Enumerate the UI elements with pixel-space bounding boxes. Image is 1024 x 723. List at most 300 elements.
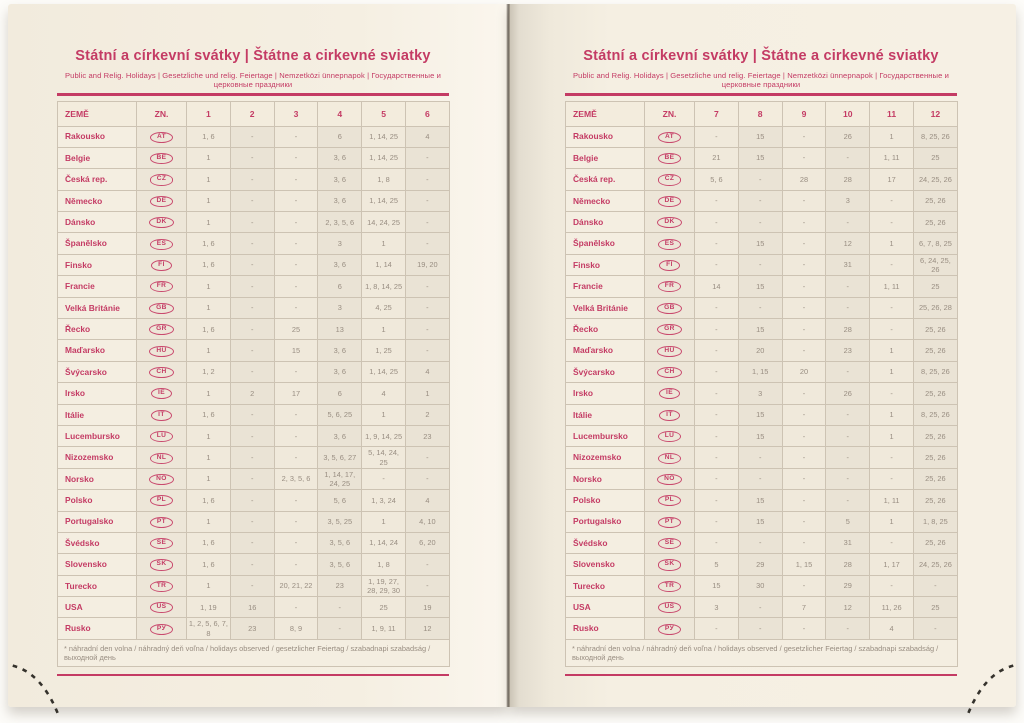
holiday-cell: - xyxy=(782,490,826,511)
table-row xyxy=(566,319,958,340)
country-name: Velká Británie xyxy=(58,297,137,318)
holiday-cell: 1, 14, 25 xyxy=(362,190,406,211)
holiday-cell: 19, 20 xyxy=(405,254,449,275)
holiday-cell: 1 xyxy=(405,383,449,404)
country-code-badge: PT xyxy=(150,517,173,528)
country-code-cell xyxy=(137,233,187,254)
holiday-cell: - xyxy=(274,190,318,211)
holiday-cell: - xyxy=(274,169,318,190)
holiday-cell: 1, 6 xyxy=(187,319,231,340)
country-name: Rusko xyxy=(58,618,137,639)
holiday-cell: 25, 26 xyxy=(913,212,957,233)
country-name: Slovensko xyxy=(58,554,137,575)
country-code-cell xyxy=(137,147,187,168)
holiday-cell: 25 xyxy=(913,147,957,168)
column-header: 8 xyxy=(738,101,782,126)
column-header: 3 xyxy=(274,101,318,126)
country-name: Belgie xyxy=(58,147,137,168)
holiday-cell: 1 xyxy=(870,511,914,532)
holiday-cell: - xyxy=(782,447,826,468)
country-code-cell xyxy=(137,511,187,532)
country-code-cell xyxy=(645,404,695,425)
holiday-cell: - xyxy=(695,126,739,147)
country-name: Irsko xyxy=(566,383,645,404)
holiday-cell: 15 xyxy=(738,276,782,297)
holiday-cell: - xyxy=(782,404,826,425)
holiday-cell: 1, 25 xyxy=(362,340,406,361)
holiday-cell: 8, 9 xyxy=(274,618,318,639)
holiday-cell: 15 xyxy=(738,126,782,147)
country-code-cell xyxy=(137,554,187,575)
holiday-cell: - xyxy=(782,511,826,532)
holiday-cell: - xyxy=(274,147,318,168)
country-code-badge: IT xyxy=(151,410,172,421)
holiday-cell: - xyxy=(405,575,449,596)
holiday-cell: 5, 6 xyxy=(695,169,739,190)
holiday-cell: - xyxy=(318,618,362,639)
holiday-cell: 25, 26 xyxy=(913,532,957,553)
holiday-cell: 6, 24, 25, 26 xyxy=(913,254,957,275)
holiday-cell: - xyxy=(695,212,739,233)
country-code-cell xyxy=(645,319,695,340)
table-row xyxy=(58,425,450,446)
country-name: Norsko xyxy=(566,468,645,489)
page-subtitle: Public and Relig. Holidays | Gesetzliche und relig. Feiertage | Nemzetközi ünnepnapok | Государственные и церковные праздники xyxy=(572,71,949,89)
table-row xyxy=(58,319,450,340)
holiday-cell: - xyxy=(695,383,739,404)
holiday-cell: 15 xyxy=(738,490,782,511)
holiday-cell: 1 xyxy=(870,126,914,147)
holiday-cell: - xyxy=(405,447,449,468)
holiday-cell: 1 xyxy=(187,276,231,297)
table-row xyxy=(58,383,450,404)
country-code-badge: GR xyxy=(657,324,682,335)
country-name: Turecko xyxy=(58,575,137,596)
holiday-cell: 1 xyxy=(187,468,231,489)
country-name: Polsko xyxy=(58,490,137,511)
holiday-cell: - xyxy=(913,575,957,596)
holiday-cell: 1, 8 xyxy=(362,554,406,575)
holiday-cell: 1 xyxy=(187,447,231,468)
holiday-cell: 6, 7, 8, 25 xyxy=(913,233,957,254)
country-name: Velká Británie xyxy=(566,297,645,318)
holiday-cell: - xyxy=(405,468,449,489)
holiday-cell: - xyxy=(782,468,826,489)
holiday-cell: 15 xyxy=(738,511,782,532)
holiday-cell: 25, 26 xyxy=(913,490,957,511)
table-row xyxy=(566,490,958,511)
holiday-cell: - xyxy=(695,532,739,553)
country-code-badge: GB xyxy=(149,303,174,314)
holiday-cell: 1, 3, 24 xyxy=(362,490,406,511)
country-code-cell xyxy=(645,554,695,575)
holiday-cell: - xyxy=(230,169,274,190)
holiday-cell: - xyxy=(362,468,406,489)
country-name: Maďarsko xyxy=(58,340,137,361)
country-code-cell xyxy=(137,597,187,618)
holiday-cell: 4, 10 xyxy=(405,511,449,532)
holiday-cell: - xyxy=(826,404,870,425)
country-code-badge: PL xyxy=(658,495,681,506)
holiday-cell: - xyxy=(826,297,870,318)
table-row xyxy=(58,297,450,318)
holiday-cell: 15 xyxy=(274,340,318,361)
country-name: Belgie xyxy=(566,147,645,168)
holiday-cell: 1 xyxy=(870,233,914,254)
table-row xyxy=(58,276,450,297)
holiday-cell: - xyxy=(405,319,449,340)
holiday-cell: 3, 5, 6, 27 xyxy=(318,447,362,468)
table-row xyxy=(58,575,450,596)
country-code-cell xyxy=(137,618,187,639)
holiday-cell: 5, 6, 25 xyxy=(318,404,362,425)
country-code-cell xyxy=(137,254,187,275)
holiday-cell: - xyxy=(230,468,274,489)
table-row xyxy=(566,511,958,532)
holiday-cell: 6 xyxy=(318,126,362,147)
country-code-badge: LU xyxy=(658,431,682,442)
holiday-cell: - xyxy=(782,297,826,318)
country-name: USA xyxy=(58,597,137,618)
holiday-cell: 31 xyxy=(826,254,870,275)
country-name: Německo xyxy=(58,190,137,211)
holiday-cell: 4 xyxy=(405,361,449,382)
holiday-cell: 3, 5, 6 xyxy=(318,554,362,575)
country-code-badge: HU xyxy=(657,346,681,357)
country-name: Itálie xyxy=(566,404,645,425)
table-row xyxy=(58,618,450,639)
country-code-cell xyxy=(645,126,695,147)
country-code-cell xyxy=(645,383,695,404)
holiday-cell: 14, 24, 25 xyxy=(362,212,406,233)
column-header: 4 xyxy=(318,101,362,126)
holiday-cell: 25, 26 xyxy=(913,340,957,361)
country-code-badge: BE xyxy=(658,153,682,164)
holiday-cell: 4 xyxy=(870,618,914,639)
holiday-cell: 1, 11 xyxy=(870,276,914,297)
holiday-cell: 2 xyxy=(405,404,449,425)
country-code-cell xyxy=(645,447,695,468)
country-name: Rusko xyxy=(566,618,645,639)
holiday-cell: 1 xyxy=(870,404,914,425)
holidays-table-jan-jun xyxy=(57,101,450,668)
footnote-row xyxy=(566,639,958,667)
holiday-cell: 3 xyxy=(738,383,782,404)
holiday-cell: 26 xyxy=(826,383,870,404)
holiday-cell: 1, 14, 25 xyxy=(362,126,406,147)
header-row xyxy=(58,101,450,126)
holiday-cell: 3, 6 xyxy=(318,361,362,382)
holiday-cell: 1 xyxy=(187,383,231,404)
holiday-cell: - xyxy=(230,190,274,211)
holiday-cell: - xyxy=(274,276,318,297)
country-name: Slovensko xyxy=(566,554,645,575)
holiday-cell: 1, 11 xyxy=(870,490,914,511)
country-code-cell xyxy=(137,575,187,596)
holiday-cell: 1, 15 xyxy=(738,361,782,382)
holiday-cell: 25, 26 xyxy=(913,319,957,340)
holiday-cell: - xyxy=(695,319,739,340)
table-row xyxy=(58,532,450,553)
holiday-cell: - xyxy=(230,233,274,254)
table-row xyxy=(58,597,450,618)
table-row xyxy=(566,425,958,446)
bottom-rule xyxy=(565,674,957,676)
holiday-cell: 19 xyxy=(405,597,449,618)
holiday-cell: - xyxy=(782,233,826,254)
country-code-badge: NO xyxy=(657,474,682,485)
country-code-badge: AT xyxy=(658,132,681,143)
table-row xyxy=(58,404,450,425)
holiday-cell: 1 xyxy=(187,340,231,361)
table-row xyxy=(58,147,450,168)
holiday-cell: 1, 6 xyxy=(187,126,231,147)
holiday-cell: - xyxy=(695,233,739,254)
country-name: Německo xyxy=(566,190,645,211)
holiday-cell: 3, 6 xyxy=(318,169,362,190)
country-code-badge: SE xyxy=(658,538,682,549)
holiday-cell: - xyxy=(230,361,274,382)
country-name: Rakousko xyxy=(566,126,645,147)
country-name: Maďarsko xyxy=(566,340,645,361)
holiday-cell: - xyxy=(738,447,782,468)
holidays-table-jul-dec xyxy=(565,101,958,668)
holiday-cell: 23 xyxy=(318,575,362,596)
country-name: Španělsko xyxy=(566,233,645,254)
country-name: Lucembursko xyxy=(58,425,137,446)
holiday-cell: 1 xyxy=(870,340,914,361)
country-code-cell xyxy=(137,169,187,190)
holiday-cell: 24, 25, 26 xyxy=(913,554,957,575)
holiday-cell: 4 xyxy=(405,126,449,147)
country-code-cell xyxy=(137,447,187,468)
table-row xyxy=(566,532,958,553)
table-row xyxy=(58,169,450,190)
holiday-cell: - xyxy=(274,361,318,382)
country-name: Portugalsko xyxy=(566,511,645,532)
holiday-cell: 3 xyxy=(318,297,362,318)
holiday-cell: 1, 14, 24 xyxy=(362,532,406,553)
holiday-cell: 1 xyxy=(187,147,231,168)
country-code-badge: HU xyxy=(149,346,173,357)
holiday-cell: - xyxy=(782,319,826,340)
holiday-cell: - xyxy=(826,447,870,468)
page-subtitle: Public and Relig. Holidays | Gesetzliche und relig. Feiertage | Nemzetközi ünnepnapok | Государственные и церковные праздники xyxy=(64,71,441,89)
holiday-cell: 3 xyxy=(826,190,870,211)
holiday-cell: 1 xyxy=(187,169,231,190)
holiday-cell: - xyxy=(738,190,782,211)
holiday-cell: 3 xyxy=(695,597,739,618)
corner-perforation-dots-right xyxy=(954,660,1018,718)
holiday-cell: - xyxy=(826,147,870,168)
holiday-cell: - xyxy=(274,297,318,318)
country-code-badge: IT xyxy=(659,410,680,421)
country-code-badge: CZ xyxy=(658,174,682,185)
holiday-cell: 1, 11 xyxy=(870,147,914,168)
holiday-cell: - xyxy=(274,532,318,553)
holiday-cell: - xyxy=(695,254,739,275)
holiday-cell: - xyxy=(230,147,274,168)
country-code-badge: DK xyxy=(657,217,681,228)
holiday-cell: 17 xyxy=(870,169,914,190)
holiday-cell: 1, 15 xyxy=(782,554,826,575)
footnote-row xyxy=(58,639,450,667)
holiday-cell: 12 xyxy=(826,597,870,618)
holiday-cell: 1, 6 xyxy=(187,233,231,254)
holiday-cell: 25 xyxy=(913,276,957,297)
holiday-cell: 1 xyxy=(870,425,914,446)
table-row xyxy=(566,447,958,468)
holiday-cell: - xyxy=(405,340,449,361)
holiday-cell: 7 xyxy=(782,597,826,618)
holiday-cell: 20 xyxy=(782,361,826,382)
column-header: 7 xyxy=(695,101,739,126)
country-code-cell xyxy=(137,383,187,404)
table-row xyxy=(566,190,958,211)
country-code-badge: AT xyxy=(150,132,173,143)
holiday-cell: - xyxy=(230,254,274,275)
holiday-cell: 16 xyxy=(230,597,274,618)
holiday-cell: - xyxy=(870,575,914,596)
country-code-badge: FR xyxy=(150,281,174,292)
holiday-cell: - xyxy=(870,447,914,468)
page-left xyxy=(8,4,507,707)
table-row xyxy=(566,618,958,639)
title-rule xyxy=(57,93,449,96)
holiday-cell: 20, 21, 22 xyxy=(274,575,318,596)
page-title: Státní a církevní svátky | Štátne a cirkevné sviatky xyxy=(583,48,939,64)
holiday-cell: - xyxy=(230,490,274,511)
table-row xyxy=(566,597,958,618)
holiday-cell: - xyxy=(738,254,782,275)
holiday-cell: 1, 6 xyxy=(187,404,231,425)
holiday-cell: 4, 25 xyxy=(362,297,406,318)
country-name: Francie xyxy=(566,276,645,297)
country-name: Česká rep. xyxy=(566,169,645,190)
holiday-cell: - xyxy=(695,618,739,639)
holiday-cell: - xyxy=(826,212,870,233)
holiday-cell: - xyxy=(870,190,914,211)
holiday-cell: 1, 2 xyxy=(187,361,231,382)
holiday-cell: 25, 26 xyxy=(913,468,957,489)
holiday-cell: - xyxy=(230,511,274,532)
holiday-cell: - xyxy=(782,575,826,596)
holiday-cell: - xyxy=(782,147,826,168)
country-name: Finsko xyxy=(58,254,137,275)
country-code-badge: IE xyxy=(659,388,680,399)
country-code-badge: ES xyxy=(150,239,174,250)
holiday-cell: 14 xyxy=(695,276,739,297)
country-code-cell xyxy=(137,532,187,553)
holiday-cell: - xyxy=(782,532,826,553)
footnote-text: * náhradní den volna / náhradný deň voľna / holidays observed / gesetzlicher Feiertag / szabadnapi szabadság / выходной день xyxy=(566,639,958,667)
country-code-badge: DE xyxy=(150,196,174,207)
country-code-cell xyxy=(137,212,187,233)
holiday-cell: 23 xyxy=(405,425,449,446)
holiday-cell: 29 xyxy=(738,554,782,575)
holiday-cell: - xyxy=(274,511,318,532)
holiday-cell: - xyxy=(782,126,826,147)
holiday-cell: 1, 14, 25 xyxy=(362,361,406,382)
holiday-cell: 1 xyxy=(187,190,231,211)
country-code-cell xyxy=(645,511,695,532)
country-name: Nizozemsko xyxy=(566,447,645,468)
holiday-cell: - xyxy=(826,361,870,382)
holiday-cell: - xyxy=(738,297,782,318)
holiday-cell: 6 xyxy=(318,383,362,404)
holiday-cell: - xyxy=(230,319,274,340)
country-code-cell xyxy=(645,212,695,233)
country-code-cell xyxy=(645,190,695,211)
holiday-cell: 2, 3, 5, 6 xyxy=(274,468,318,489)
column-header: 1 xyxy=(187,101,231,126)
column-header: ZN. xyxy=(137,101,187,126)
holiday-cell: 3, 6 xyxy=(318,190,362,211)
holiday-cell: 25 xyxy=(913,597,957,618)
holiday-cell: - xyxy=(230,532,274,553)
holiday-cell: - xyxy=(870,468,914,489)
country-code-cell xyxy=(137,297,187,318)
country-code-cell xyxy=(137,361,187,382)
country-code-badge: CH xyxy=(657,367,681,378)
table-row xyxy=(58,190,450,211)
holiday-cell: - xyxy=(230,404,274,425)
holiday-cell: 3 xyxy=(318,233,362,254)
holiday-cell: 1 xyxy=(362,511,406,532)
holiday-cell: - xyxy=(274,425,318,446)
holiday-cell: - xyxy=(274,490,318,511)
country-code-badge: LU xyxy=(150,431,174,442)
holiday-cell: - xyxy=(826,425,870,446)
holiday-cell: 1, 8, 14, 25 xyxy=(362,276,406,297)
holiday-cell: - xyxy=(870,254,914,275)
country-code-badge: PL xyxy=(150,495,173,506)
holiday-cell: 28 xyxy=(826,554,870,575)
holiday-cell: 3, 6 xyxy=(318,254,362,275)
table-row xyxy=(566,468,958,489)
country-name: Dánsko xyxy=(566,212,645,233)
holiday-cell: 1 xyxy=(187,297,231,318)
holiday-cell: - xyxy=(782,254,826,275)
holiday-cell: - xyxy=(870,532,914,553)
holiday-cell: 1, 6 xyxy=(187,254,231,275)
holiday-cell: - xyxy=(738,532,782,553)
country-code-badge: BE xyxy=(150,153,174,164)
country-code-cell xyxy=(137,190,187,211)
holiday-cell: - xyxy=(695,425,739,446)
holiday-cell: 13 xyxy=(318,319,362,340)
country-name: Rakousko xyxy=(58,126,137,147)
holiday-cell: 25, 26 xyxy=(913,447,957,468)
table-row xyxy=(58,126,450,147)
holiday-cell: - xyxy=(738,212,782,233)
holiday-cell: 1, 6 xyxy=(187,554,231,575)
holiday-cell: 31 xyxy=(826,532,870,553)
holiday-cell: 5 xyxy=(826,511,870,532)
holiday-cell: 1, 19, 27, 28, 29, 30 xyxy=(362,575,406,596)
holiday-cell: 26 xyxy=(826,126,870,147)
holiday-cell: - xyxy=(870,383,914,404)
holiday-cell: - xyxy=(695,490,739,511)
holiday-cell: 1, 2, 5, 6, 7, 8 xyxy=(187,618,231,639)
holiday-cell: 29 xyxy=(826,575,870,596)
column-header: 2 xyxy=(230,101,274,126)
title-rule xyxy=(565,93,957,96)
country-code-badge: FI xyxy=(151,260,172,271)
holiday-cell: - xyxy=(695,468,739,489)
table-row xyxy=(58,212,450,233)
country-code-badge: NL xyxy=(658,453,682,464)
